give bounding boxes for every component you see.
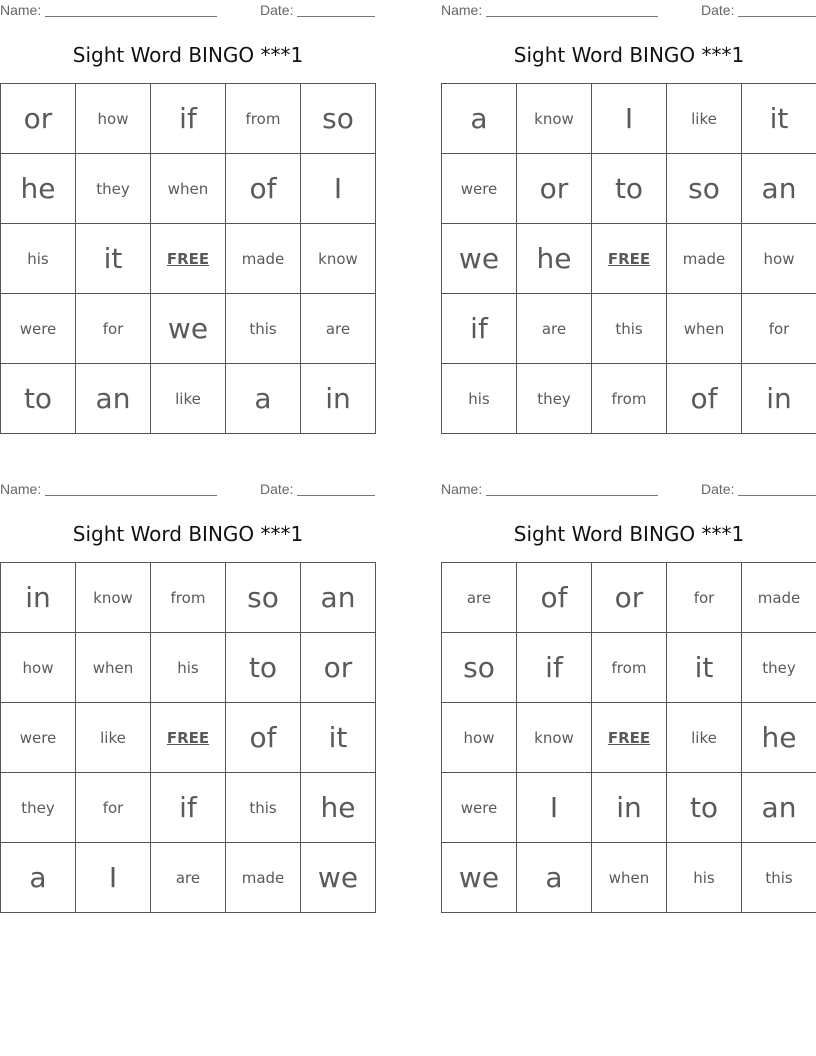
word-cell: made bbox=[226, 843, 301, 913]
word-cell: his bbox=[151, 633, 226, 703]
date-label: Date: bbox=[260, 2, 294, 18]
word-cell: he bbox=[517, 224, 592, 294]
word-cell: a bbox=[226, 364, 301, 434]
name-blank-line bbox=[486, 495, 658, 496]
name-label: Name: bbox=[441, 2, 483, 18]
bingo-grid bbox=[441, 562, 816, 913]
card-title: Sight Word BINGO ***1 bbox=[72, 522, 304, 546]
word-cell: like bbox=[151, 364, 226, 434]
word-cell: they bbox=[76, 154, 151, 224]
date-blank-line bbox=[297, 495, 375, 496]
word-cell: it bbox=[76, 224, 151, 294]
grid-row bbox=[1, 843, 376, 913]
word-cell: I bbox=[517, 773, 592, 843]
grid-row bbox=[442, 224, 816, 294]
word-cell: he bbox=[1, 154, 76, 224]
word-cell: an bbox=[76, 364, 151, 434]
word-cell: a bbox=[1, 843, 76, 913]
word-cell: his bbox=[667, 843, 742, 913]
date-label: Date: bbox=[701, 481, 735, 497]
date-blank-line bbox=[738, 495, 816, 496]
name-label: Name: bbox=[441, 481, 483, 497]
word-cell: made bbox=[226, 224, 301, 294]
grid-row bbox=[442, 154, 816, 224]
word-cell: know bbox=[301, 224, 376, 294]
word-cell: made bbox=[667, 224, 742, 294]
word-cell: like bbox=[667, 703, 742, 773]
word-cell: of bbox=[517, 563, 592, 633]
grid-row bbox=[1, 84, 376, 154]
card-title: Sight Word BINGO ***1 bbox=[513, 522, 745, 546]
bingo-card-4 bbox=[441, 479, 816, 919]
word-cell: an bbox=[742, 773, 816, 843]
word-cell: to bbox=[667, 773, 742, 843]
word-cell: this bbox=[226, 294, 301, 364]
free-space-cell: FREE bbox=[592, 703, 667, 773]
word-cell: when bbox=[151, 154, 226, 224]
word-cell: are bbox=[442, 563, 517, 633]
bingo-grid bbox=[0, 83, 376, 434]
word-cell: they bbox=[517, 364, 592, 434]
grid-row bbox=[1, 633, 376, 703]
word-cell: when bbox=[667, 294, 742, 364]
grid-row bbox=[1, 703, 376, 773]
word-cell: know bbox=[76, 563, 151, 633]
word-cell: for bbox=[667, 563, 742, 633]
word-cell: of bbox=[226, 154, 301, 224]
word-cell: or bbox=[592, 563, 667, 633]
grid-row bbox=[442, 773, 816, 843]
word-cell: an bbox=[301, 563, 376, 633]
bingo-card-2 bbox=[441, 0, 816, 440]
grid-row bbox=[442, 703, 816, 773]
grid-row bbox=[1, 294, 376, 364]
grid-row bbox=[1, 364, 376, 434]
word-cell: so bbox=[442, 633, 517, 703]
card-header bbox=[441, 481, 816, 499]
word-cell: a bbox=[517, 843, 592, 913]
word-cell: in bbox=[742, 364, 816, 434]
word-cell: from bbox=[592, 633, 667, 703]
word-cell: he bbox=[742, 703, 816, 773]
word-cell: this bbox=[592, 294, 667, 364]
word-cell: I bbox=[592, 84, 667, 154]
word-cell: his bbox=[442, 364, 517, 434]
word-cell: for bbox=[76, 773, 151, 843]
word-cell: or bbox=[301, 633, 376, 703]
grid-row bbox=[442, 843, 816, 913]
word-cell: how bbox=[442, 703, 517, 773]
grid-row bbox=[1, 563, 376, 633]
word-cell: it bbox=[301, 703, 376, 773]
name-blank-line bbox=[45, 16, 217, 17]
word-cell: from bbox=[592, 364, 667, 434]
card-header bbox=[441, 2, 816, 20]
word-cell: we bbox=[151, 294, 226, 364]
word-cell: it bbox=[742, 84, 816, 154]
word-cell: if bbox=[517, 633, 592, 703]
date-blank-line bbox=[738, 16, 816, 17]
word-cell: were bbox=[1, 294, 76, 364]
word-cell: to bbox=[592, 154, 667, 224]
word-cell: if bbox=[151, 84, 226, 154]
date-label: Date: bbox=[701, 2, 735, 18]
word-cell: are bbox=[301, 294, 376, 364]
word-cell: how bbox=[1, 633, 76, 703]
bingo-grid bbox=[441, 83, 816, 434]
word-cell: his bbox=[1, 224, 76, 294]
name-label: Name: bbox=[0, 2, 42, 18]
card-title: Sight Word BINGO ***1 bbox=[513, 43, 745, 67]
grid-row bbox=[442, 364, 816, 434]
word-cell: they bbox=[1, 773, 76, 843]
grid-row bbox=[442, 294, 816, 364]
word-cell: were bbox=[1, 703, 76, 773]
word-cell: were bbox=[442, 154, 517, 224]
word-cell: of bbox=[667, 364, 742, 434]
word-cell: to bbox=[1, 364, 76, 434]
word-cell: are bbox=[151, 843, 226, 913]
name-blank-line bbox=[45, 495, 217, 496]
grid-row bbox=[442, 84, 816, 154]
word-cell: we bbox=[301, 843, 376, 913]
word-cell: this bbox=[226, 773, 301, 843]
word-cell: or bbox=[1, 84, 76, 154]
date-blank-line bbox=[297, 16, 375, 17]
word-cell: so bbox=[226, 563, 301, 633]
word-cell: he bbox=[301, 773, 376, 843]
word-cell: a bbox=[442, 84, 517, 154]
word-cell: how bbox=[742, 224, 816, 294]
free-space-cell: FREE bbox=[151, 703, 226, 773]
word-cell: an bbox=[742, 154, 816, 224]
word-cell: for bbox=[742, 294, 816, 364]
word-cell: this bbox=[742, 843, 816, 913]
word-cell: from bbox=[226, 84, 301, 154]
word-cell: in bbox=[1, 563, 76, 633]
free-space-cell: FREE bbox=[151, 224, 226, 294]
bingo-card-3 bbox=[0, 479, 376, 919]
card-header bbox=[0, 481, 376, 499]
grid-row bbox=[442, 563, 816, 633]
card-header bbox=[0, 2, 376, 20]
word-cell: are bbox=[517, 294, 592, 364]
word-cell: know bbox=[517, 84, 592, 154]
word-cell: if bbox=[442, 294, 517, 364]
grid-row bbox=[1, 224, 376, 294]
word-cell: to bbox=[226, 633, 301, 703]
word-cell: of bbox=[226, 703, 301, 773]
word-cell: or bbox=[517, 154, 592, 224]
word-cell: in bbox=[592, 773, 667, 843]
word-cell: how bbox=[76, 84, 151, 154]
word-cell: I bbox=[301, 154, 376, 224]
card-title: Sight Word BINGO ***1 bbox=[72, 43, 304, 67]
word-cell: like bbox=[76, 703, 151, 773]
bingo-grid bbox=[0, 562, 376, 913]
word-cell: we bbox=[442, 843, 517, 913]
word-cell: I bbox=[76, 843, 151, 913]
grid-row bbox=[1, 773, 376, 843]
date-label: Date: bbox=[260, 481, 294, 497]
grid-row bbox=[442, 633, 816, 703]
grid-row bbox=[1, 154, 376, 224]
word-cell: if bbox=[151, 773, 226, 843]
word-cell: made bbox=[742, 563, 816, 633]
word-cell: so bbox=[301, 84, 376, 154]
word-cell: we bbox=[442, 224, 517, 294]
word-cell: know bbox=[517, 703, 592, 773]
word-cell: it bbox=[667, 633, 742, 703]
word-cell: in bbox=[301, 364, 376, 434]
word-cell: for bbox=[76, 294, 151, 364]
word-cell: from bbox=[151, 563, 226, 633]
word-cell: so bbox=[667, 154, 742, 224]
word-cell: when bbox=[76, 633, 151, 703]
word-cell: they bbox=[742, 633, 816, 703]
bingo-card-1 bbox=[0, 0, 376, 440]
free-space-cell: FREE bbox=[592, 224, 667, 294]
name-label: Name: bbox=[0, 481, 42, 497]
word-cell: were bbox=[442, 773, 517, 843]
word-cell: when bbox=[592, 843, 667, 913]
word-cell: like bbox=[667, 84, 742, 154]
name-blank-line bbox=[486, 16, 658, 17]
